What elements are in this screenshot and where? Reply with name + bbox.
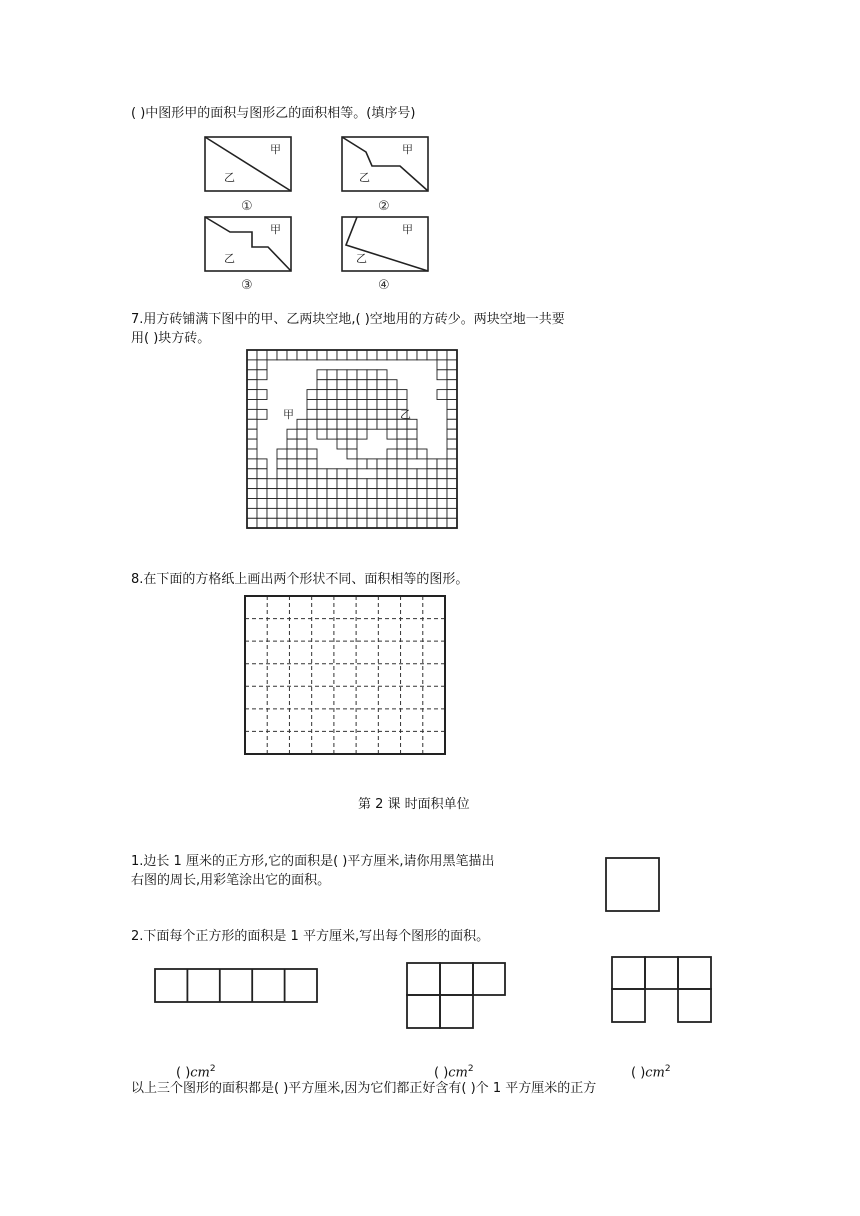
- tile-cell: [407, 439, 417, 449]
- tile-cell: [247, 390, 257, 400]
- tile-cell: [377, 380, 387, 390]
- tile-cell: [407, 518, 417, 528]
- tile-cell: [367, 518, 377, 528]
- tile-cell: [357, 350, 367, 360]
- l2-text: 2.下面每个正方形的面积是 1 平方厘米,写出每个图形的面积。: [131, 929, 490, 944]
- tile-cell: [347, 409, 357, 419]
- tile-cell: [247, 489, 257, 499]
- tile-cell: [297, 429, 307, 439]
- tile-cell: [357, 429, 367, 439]
- tile-cell: [437, 469, 447, 479]
- tile-cell: [277, 508, 287, 518]
- tile-cell: [247, 449, 257, 459]
- q6-figure-3: [205, 217, 291, 293]
- tile-cell: [447, 390, 457, 400]
- tile-cell: [247, 439, 257, 449]
- tile-cell: [267, 479, 277, 489]
- tile-cell: [447, 518, 457, 528]
- tile-cell: [347, 350, 357, 360]
- tile-cell: [337, 380, 347, 390]
- tile-cell: [257, 518, 267, 528]
- tile-cell: [327, 429, 337, 439]
- tile-cell: [337, 390, 347, 400]
- tile-cell: [307, 419, 317, 429]
- tile-cell: [407, 429, 417, 439]
- tile-cell: [377, 469, 387, 479]
- tile-cell: [277, 459, 287, 469]
- tile-cell: [447, 429, 457, 439]
- tile-cell: [277, 449, 287, 459]
- tile-cell: [257, 459, 267, 469]
- tile-cell: [377, 390, 387, 400]
- tile-cell: [287, 429, 297, 439]
- tile-cell: [337, 350, 347, 360]
- tile-cell: [427, 508, 437, 518]
- tile-cell: [247, 429, 257, 439]
- tile-cell: [307, 499, 317, 509]
- q6-label-3: ③: [241, 278, 253, 293]
- tile-cell: [347, 390, 357, 400]
- tile-cell: [287, 350, 297, 360]
- tile-cell: [247, 400, 257, 410]
- tile-cell: [407, 350, 417, 360]
- tile-cell: [387, 390, 397, 400]
- tile-cell: [437, 508, 447, 518]
- tile-cell: [367, 350, 377, 360]
- q6-figure-4: [342, 217, 428, 293]
- tile-cell: [317, 469, 327, 479]
- tile-cell: [417, 518, 427, 528]
- tile-cell: [297, 479, 307, 489]
- tile-cell: [257, 499, 267, 509]
- tile-cell: [417, 479, 427, 489]
- tile-cell: [367, 419, 377, 429]
- tile-cell: [397, 350, 407, 360]
- tile-cell: [377, 350, 387, 360]
- tile-cell: [377, 518, 387, 528]
- tile-cell: [437, 360, 447, 370]
- tile-cell: [427, 469, 437, 479]
- tile-cell: [357, 390, 367, 400]
- tile-cell: [397, 518, 407, 528]
- tile-cell: [397, 508, 407, 518]
- tile-cell: [377, 370, 387, 380]
- tile-cell: [387, 508, 397, 518]
- tile-cell: [247, 409, 257, 419]
- tile-cell: [397, 449, 407, 459]
- tile-cell: [437, 518, 447, 528]
- q6-label-4: ④: [378, 278, 390, 293]
- tile-cell: [447, 370, 457, 380]
- tile-cell: [447, 479, 457, 489]
- tile-cell: [397, 429, 407, 439]
- tile-cell: [387, 350, 397, 360]
- tile-cell: [447, 400, 457, 410]
- tile-cell: [437, 479, 447, 489]
- tile-cell: [447, 499, 457, 509]
- tile-cell: [447, 508, 457, 518]
- tile-cell: [317, 489, 327, 499]
- q8-text: 8.在下面的方格纸上画出两个形状不同、面积相等的图形。: [131, 572, 469, 587]
- tile-cell: [297, 489, 307, 499]
- l1-line1: 1.边长 1 厘米的正方形,它的面积是( )平方厘米,请你用黑笔描出: [131, 854, 495, 869]
- tile-cell: [447, 350, 457, 360]
- tile-cell: [407, 508, 417, 518]
- q7-yi-label: 乙: [400, 408, 411, 421]
- tile-cell: [447, 449, 457, 459]
- tile-cell: [387, 489, 397, 499]
- tile-cell: [397, 499, 407, 509]
- q6-figure-2: [342, 137, 428, 214]
- tile-cell: [277, 469, 287, 479]
- tile-cell: [447, 439, 457, 449]
- tile-cell: [307, 479, 317, 489]
- tile-cell: [367, 508, 377, 518]
- tile-cell: [277, 518, 287, 528]
- tile-cell: [267, 489, 277, 499]
- tile-cell: [347, 449, 357, 459]
- q6-stem: ( )中图形甲的面积与图形乙的面积相等。(填序号): [131, 106, 416, 121]
- tile-cell: [337, 518, 347, 528]
- tile-cell: [417, 350, 427, 360]
- l2-figure-arch: [612, 957, 711, 1022]
- tile-cell: [337, 400, 347, 410]
- tile-cell: [347, 508, 357, 518]
- tile-cell: [367, 489, 377, 499]
- tile-cell: [327, 508, 337, 518]
- tile-cell: [437, 459, 447, 469]
- tile-cell: [387, 400, 397, 410]
- tile-cell: [367, 459, 377, 469]
- tile-cell: [307, 409, 317, 419]
- tile-cell: [247, 479, 257, 489]
- tile-cell: [287, 518, 297, 528]
- tile-cell: [247, 499, 257, 509]
- tile-cell: [247, 518, 257, 528]
- tile-cell: [397, 469, 407, 479]
- tile-cell: [347, 419, 357, 429]
- tile-cell: [337, 439, 347, 449]
- tile-cell: [407, 469, 417, 479]
- tile-cell: [377, 400, 387, 410]
- l1-square: [605, 857, 661, 913]
- tile-cell: [307, 518, 317, 528]
- tile-cell: [427, 459, 437, 469]
- tile-cell: [447, 459, 457, 469]
- tile-cell: [257, 489, 267, 499]
- tile-cell: [437, 489, 447, 499]
- q6-jia-label: 甲: [402, 143, 413, 156]
- tile-cell: [327, 390, 337, 400]
- tile-cell: [397, 459, 407, 469]
- l2-answer-2: ( )$cm^2$: [434, 1064, 474, 1081]
- tile-cell: [347, 518, 357, 528]
- tile-cell: [277, 479, 287, 489]
- tile-cell: [327, 350, 337, 360]
- tile-cell: [317, 380, 327, 390]
- tile-cell: [257, 469, 267, 479]
- tile-cell: [337, 479, 347, 489]
- tile-cell: [367, 390, 377, 400]
- tile-cell: [257, 479, 267, 489]
- tile-cell: [397, 489, 407, 499]
- tile-cell: [247, 350, 257, 360]
- q6-figure-1: [205, 137, 291, 214]
- tile-cell: [317, 370, 327, 380]
- tile-cell: [337, 508, 347, 518]
- tile-cell: [297, 459, 307, 469]
- tile-cell: [447, 419, 457, 429]
- tile-cell: [307, 449, 317, 459]
- tile-cell: [257, 360, 267, 370]
- tile-cell: [327, 409, 337, 419]
- tile-cell: [447, 489, 457, 499]
- tile-cell: [277, 489, 287, 499]
- tile-cell: [357, 499, 367, 509]
- tile-cell: [257, 390, 267, 400]
- tile-cell: [417, 469, 427, 479]
- q7-jia-label: 甲: [283, 408, 294, 421]
- tile-cell: [317, 419, 327, 429]
- tile-cell: [337, 409, 347, 419]
- tile-cell: [287, 489, 297, 499]
- tile-cell: [417, 508, 427, 518]
- tile-cell: [407, 489, 417, 499]
- q6-yi-label: 乙: [359, 171, 370, 184]
- l2-answer-1: ( )$cm^2$: [176, 1064, 216, 1081]
- tile-cell: [297, 439, 307, 449]
- tile-cell: [427, 489, 437, 499]
- tile-cell: [387, 479, 397, 489]
- tile-cell: [397, 439, 407, 449]
- tile-cell: [317, 479, 327, 489]
- tile-cell: [387, 380, 397, 390]
- tile-cell: [377, 489, 387, 499]
- tile-cell: [367, 400, 377, 410]
- l2-summary: 以上三个图形的面积都是( )平方厘米,因为它们都正好含有( )个 1 平方厘米的正方: [131, 1081, 597, 1096]
- tile-cell: [447, 380, 457, 390]
- tile-cell: [417, 449, 427, 459]
- tile-cell: [337, 370, 347, 380]
- q6-yi-label: 乙: [224, 252, 235, 265]
- tile-cell: [337, 489, 347, 499]
- tile-cell: [427, 499, 437, 509]
- l1-line2: 右图的周长,用彩笔涂出它的面积。: [131, 873, 331, 888]
- q6-label-1: ①: [241, 199, 253, 214]
- tile-cell: [377, 499, 387, 509]
- tile-cell: [287, 479, 297, 489]
- q6-jia-label: 甲: [270, 223, 281, 236]
- tile-cell: [317, 429, 327, 439]
- tile-cell: [317, 508, 327, 518]
- tile-cell: [437, 370, 447, 380]
- tile-cell: [347, 380, 357, 390]
- tile-cell: [337, 429, 347, 439]
- tile-cell: [377, 459, 387, 469]
- tile-cell: [267, 499, 277, 509]
- tile-cell: [447, 360, 457, 370]
- tile-cell: [247, 360, 257, 370]
- tile-cell: [287, 459, 297, 469]
- tile-cell: [347, 499, 357, 509]
- tile-cell: [317, 518, 327, 528]
- tile-cell: [247, 508, 257, 518]
- tile-cell: [357, 479, 367, 489]
- tile-cell: [377, 419, 387, 429]
- tile-cell: [357, 409, 367, 419]
- tile-cell: [297, 469, 307, 479]
- q6-jia-label: 甲: [402, 223, 413, 236]
- tile-cell: [357, 518, 367, 528]
- tile-cell: [327, 400, 337, 410]
- q7-line1: 7.用方砖铺满下图中的甲、乙两块空地,( )空地用的方砖少。两块空地一共要: [131, 312, 565, 327]
- tile-cell: [407, 479, 417, 489]
- tile-cell: [357, 508, 367, 518]
- tile-cell: [387, 459, 397, 469]
- tile-cell: [287, 499, 297, 509]
- tile-cell: [347, 439, 357, 449]
- tile-cell: [417, 489, 427, 499]
- tile-cell: [307, 350, 317, 360]
- tile-cell: [257, 508, 267, 518]
- q6-label-2: ②: [378, 199, 390, 214]
- tile-cell: [297, 350, 307, 360]
- tile-cell: [247, 370, 257, 380]
- tile-cell: [307, 508, 317, 518]
- tile-cell: [377, 479, 387, 489]
- tile-cell: [347, 469, 357, 479]
- tile-cell: [247, 459, 257, 469]
- q7-line2: 用( )块方砖。: [131, 331, 211, 346]
- tile-cell: [257, 370, 267, 380]
- q6-jia-label: 甲: [270, 143, 281, 156]
- tile-cell: [387, 469, 397, 479]
- tile-cell: [317, 400, 327, 410]
- tile-cell: [377, 409, 387, 419]
- tile-cell: [357, 370, 367, 380]
- tile-cell: [447, 409, 457, 419]
- tile-cell: [287, 508, 297, 518]
- tile-cell: [277, 499, 287, 509]
- tile-cell: [427, 479, 437, 489]
- tile-cell: [387, 499, 397, 509]
- l2-figure-step: [407, 963, 505, 1028]
- tile-cell: [407, 499, 417, 509]
- tile-cell: [317, 409, 327, 419]
- tile-cell: [317, 350, 327, 360]
- tile-cell: [367, 499, 377, 509]
- tile-cell: [387, 429, 397, 439]
- tile-cell: [347, 479, 357, 489]
- tile-cell: [397, 479, 407, 489]
- tile-cell: [357, 459, 367, 469]
- tile-cell: [297, 449, 307, 459]
- l2-answer-3: ( )$cm^2$: [631, 1064, 671, 1081]
- tile-cell: [287, 449, 297, 459]
- tile-cell: [317, 390, 327, 400]
- tile-cell: [387, 409, 397, 419]
- q8-dashed-grid: [244, 595, 448, 757]
- tile-cell: [327, 489, 337, 499]
- tile-cell: [357, 419, 367, 429]
- tile-cell: [327, 370, 337, 380]
- tile-cell: [267, 350, 277, 360]
- tile-cell: [267, 508, 277, 518]
- tile-cell: [427, 518, 437, 528]
- tile-cell: [417, 499, 427, 509]
- tile-cell: [267, 518, 277, 528]
- tile-cell: [347, 429, 357, 439]
- tile-cell: [447, 469, 457, 479]
- tile-cell: [327, 479, 337, 489]
- tile-cell: [327, 469, 337, 479]
- tile-cell: [437, 390, 447, 400]
- tile-cell: [307, 489, 317, 499]
- tile-cell: [387, 419, 397, 429]
- tile-cell: [317, 499, 327, 509]
- tile-cell: [327, 499, 337, 509]
- tile-cell: [287, 469, 297, 479]
- q7-tile-grid: [247, 350, 459, 530]
- tile-cell: [297, 419, 307, 429]
- tile-cell: [357, 400, 367, 410]
- tile-cell: [307, 459, 317, 469]
- tile-cell: [337, 419, 347, 429]
- q6-yi-label: 乙: [356, 252, 367, 265]
- tile-cell: [407, 449, 417, 459]
- tile-cell: [307, 469, 317, 479]
- tile-cell: [247, 380, 257, 390]
- lesson-title: 第 2 课 时面积单位: [358, 797, 470, 812]
- tile-cell: [297, 508, 307, 518]
- tile-cell: [397, 390, 407, 400]
- tile-cell: [367, 479, 377, 489]
- tile-cell: [257, 350, 267, 360]
- tile-cell: [297, 518, 307, 528]
- tile-cell: [367, 380, 377, 390]
- tile-cell: [337, 469, 347, 479]
- tile-cell: [297, 499, 307, 509]
- l2-figure-row: [155, 969, 317, 1002]
- tile-cell: [327, 419, 337, 429]
- tile-cell: [437, 499, 447, 509]
- tile-cell: [327, 518, 337, 528]
- tile-cell: [337, 499, 347, 509]
- tile-cell: [247, 419, 257, 429]
- tile-cell: [357, 380, 367, 390]
- tile-cell: [357, 489, 367, 499]
- tile-cell: [387, 518, 397, 528]
- tile-cell: [367, 409, 377, 419]
- tile-cell: [257, 409, 267, 419]
- tile-cell: [327, 380, 337, 390]
- q6-yi-label: 乙: [224, 171, 235, 184]
- tile-cell: [307, 390, 317, 400]
- tile-cell: [347, 489, 357, 499]
- tile-cell: [277, 350, 287, 360]
- tile-cell: [347, 370, 357, 380]
- tile-cell: [367, 370, 377, 380]
- tile-cell: [247, 469, 257, 479]
- tile-cell: [437, 350, 447, 360]
- tile-cell: [307, 400, 317, 410]
- tile-cell: [427, 350, 437, 360]
- tile-cell: [347, 400, 357, 410]
- tile-cell: [377, 508, 387, 518]
- tile-cell: [387, 449, 397, 459]
- tile-cell: [287, 439, 297, 449]
